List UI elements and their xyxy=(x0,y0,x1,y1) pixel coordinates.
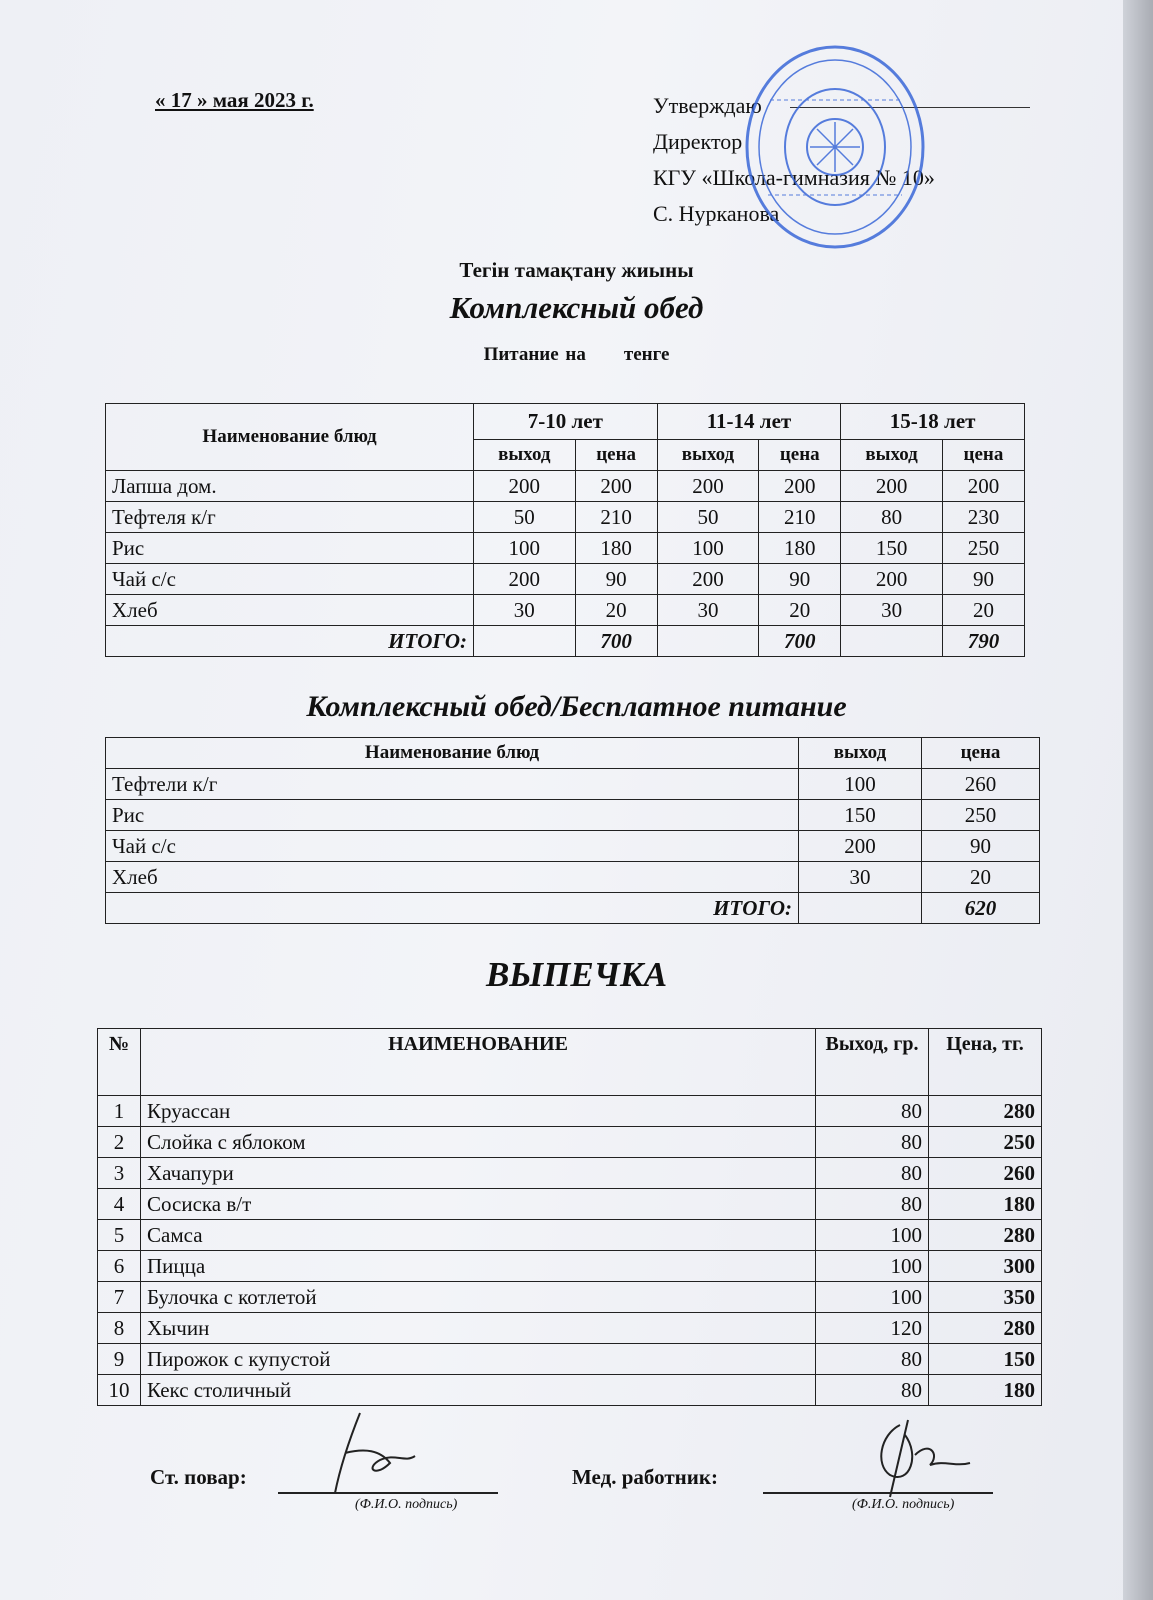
t1-price-cell: 200 xyxy=(575,471,657,502)
t2-price-cell: 20 xyxy=(922,862,1040,893)
t1-price-cell: 200 xyxy=(759,471,841,502)
t3-header-price: Цена, тг. xyxy=(929,1029,1042,1096)
approve-line-2: Директор xyxy=(653,129,743,154)
t1-out-cell: 80 xyxy=(841,502,943,533)
t1-total-2: 700 xyxy=(759,626,841,657)
t3-no-cell: 2 xyxy=(98,1127,141,1158)
t3-row xyxy=(98,1282,1042,1313)
bakery-table xyxy=(97,1028,1042,1406)
t3-item-name: Слойка с яблоком xyxy=(141,1127,816,1158)
cook-caption: (Ф.И.О. подпись) xyxy=(355,1497,458,1512)
t3-price-cell: 180 xyxy=(929,1375,1042,1406)
t3-out-cell: 100 xyxy=(816,1282,929,1313)
t2-row xyxy=(106,831,1040,862)
t1-price-cell: 250 xyxy=(942,533,1024,564)
t3-price-cell: 300 xyxy=(929,1251,1042,1282)
t3-item-name: Булочка с котлетой xyxy=(141,1282,816,1313)
t3-out-cell: 80 xyxy=(816,1375,929,1406)
t3-item-name: Хычин xyxy=(141,1313,816,1344)
t1-out-cell: 50 xyxy=(474,502,576,533)
t1-out-cell: 200 xyxy=(657,564,759,595)
t1-price-cell: 20 xyxy=(759,595,841,626)
t1-out-cell: 200 xyxy=(841,471,943,502)
t1-total-empty xyxy=(657,626,759,657)
t1-sub-price: цена xyxy=(575,439,657,470)
t1-sub-price: цена xyxy=(759,439,841,470)
t1-row xyxy=(106,595,1025,626)
t1-price-cell: 20 xyxy=(942,595,1024,626)
t2-total-row xyxy=(106,893,1040,924)
t3-header-name: НАИМЕНОВАНИЕ xyxy=(141,1029,816,1096)
t1-out-cell: 200 xyxy=(841,564,943,595)
t3-header-out: Выход, гр. xyxy=(816,1029,929,1096)
t3-row xyxy=(98,1344,1042,1375)
t3-row xyxy=(98,1096,1042,1127)
t1-out-cell: 30 xyxy=(841,595,943,626)
t1-total-1: 700 xyxy=(575,626,657,657)
t1-sub-out: выход xyxy=(841,439,943,470)
t3-item-name: Сосиска в/т xyxy=(141,1189,816,1220)
t1-out-cell: 200 xyxy=(474,564,576,595)
t1-header-age-2: 11-14 лет xyxy=(657,404,841,440)
t1-dish-name: Рис xyxy=(106,533,474,564)
free-meal-table xyxy=(105,737,1040,924)
t1-price-cell: 90 xyxy=(759,564,841,595)
t3-row xyxy=(98,1251,1042,1282)
t2-row xyxy=(106,769,1040,800)
t1-header-age-1: 7-10 лет xyxy=(474,404,658,440)
t3-out-cell: 80 xyxy=(816,1127,929,1158)
t3-price-cell: 280 xyxy=(929,1220,1042,1251)
t3-price-cell: 260 xyxy=(929,1158,1042,1189)
t1-sub-out: выход xyxy=(474,439,576,470)
t1-total-label: ИТОГО: xyxy=(106,626,474,657)
title-kazakh: Тегін тамақтану жиыны xyxy=(459,258,694,282)
document-date: « 17 » мая 2023 г. xyxy=(155,88,314,112)
t3-out-cell: 80 xyxy=(816,1158,929,1189)
t3-price-cell: 180 xyxy=(929,1189,1042,1220)
t1-dish-name: Лапша дом. xyxy=(106,471,474,502)
t1-total-empty xyxy=(474,626,576,657)
t3-row xyxy=(98,1220,1042,1251)
t3-row xyxy=(98,1313,1042,1344)
approve-line-4: С. Нурканова xyxy=(653,201,780,226)
t1-sub-out: выход xyxy=(657,439,759,470)
t3-out-cell: 100 xyxy=(816,1251,929,1282)
cook-signature xyxy=(320,1408,420,1498)
t1-out-cell: 100 xyxy=(657,533,759,564)
t1-price-cell: 200 xyxy=(942,471,1024,502)
t3-price-cell: 280 xyxy=(929,1313,1042,1344)
t3-item-name: Пирожок с купустой xyxy=(141,1344,816,1375)
t2-dish-name: Рис xyxy=(106,800,799,831)
t3-no-cell: 9 xyxy=(98,1344,141,1375)
complex-lunch-table xyxy=(105,403,1025,657)
t2-total-empty xyxy=(799,893,922,924)
subtitle-budget xyxy=(0,344,1153,366)
t3-out-cell: 80 xyxy=(816,1189,929,1220)
page-edge-shadow xyxy=(1123,0,1153,1600)
t3-row xyxy=(98,1127,1042,1158)
t2-total-value: 620 xyxy=(922,893,1040,924)
med-caption: (Ф.И.О. подпись) xyxy=(852,1497,955,1512)
t1-out-cell: 50 xyxy=(657,502,759,533)
t3-row xyxy=(98,1189,1042,1220)
t2-out-cell: 150 xyxy=(799,800,922,831)
t3-no-cell: 1 xyxy=(98,1096,141,1127)
t1-total-3: 790 xyxy=(942,626,1024,657)
t3-item-name: Пицца xyxy=(141,1251,816,1282)
t1-row xyxy=(106,471,1025,502)
t3-price-cell: 280 xyxy=(929,1096,1042,1127)
t2-header-price: цена xyxy=(922,738,1040,769)
t2-dish-name: Чай с/с xyxy=(106,831,799,862)
official-stamp-seal xyxy=(740,40,930,255)
t1-out-cell: 30 xyxy=(474,595,576,626)
approve-line-3: КГУ «Школа-гимназия № 10» xyxy=(653,165,935,190)
section-bakery-title: ВЫПЕЧКА xyxy=(485,955,668,994)
t1-dish-name: Чай с/с xyxy=(106,564,474,595)
t3-out-cell: 100 xyxy=(816,1220,929,1251)
t3-row xyxy=(98,1375,1042,1406)
t3-no-cell: 7 xyxy=(98,1282,141,1313)
t2-price-cell: 90 xyxy=(922,831,1040,862)
t3-price-cell: 150 xyxy=(929,1344,1042,1375)
t3-no-cell: 10 xyxy=(98,1375,141,1406)
t1-dish-name: Хлеб xyxy=(106,595,474,626)
t1-header-name: Наименование блюд xyxy=(106,404,474,471)
t3-no-cell: 8 xyxy=(98,1313,141,1344)
t1-out-cell: 150 xyxy=(841,533,943,564)
t3-out-cell: 80 xyxy=(816,1096,929,1127)
t1-out-cell: 100 xyxy=(474,533,576,564)
med-worker-label: Мед. работник: xyxy=(572,1465,718,1489)
t1-total-empty xyxy=(841,626,943,657)
t3-no-cell: 3 xyxy=(98,1158,141,1189)
t2-header-out: выход xyxy=(799,738,922,769)
t3-header-no: № xyxy=(98,1029,141,1096)
subtitle-left: Питание на xyxy=(483,344,586,365)
t1-row xyxy=(106,502,1025,533)
cook-label: Ст. повар: xyxy=(150,1465,247,1489)
t2-header-name: Наименование блюд xyxy=(106,738,799,769)
t1-out-cell: 200 xyxy=(657,471,759,502)
t1-header-age-3: 15-18 лет xyxy=(841,404,1025,440)
t3-out-cell: 120 xyxy=(816,1313,929,1344)
t1-out-cell: 30 xyxy=(657,595,759,626)
t1-price-cell: 230 xyxy=(942,502,1024,533)
approve-line-1: Утверждаю xyxy=(653,93,762,118)
t1-price-cell: 180 xyxy=(759,533,841,564)
t3-out-cell: 80 xyxy=(816,1344,929,1375)
t1-dish-name: Тефтеля к/г xyxy=(106,502,474,533)
subtitle-right: тенге xyxy=(623,344,670,365)
t1-price-cell: 210 xyxy=(759,502,841,533)
t3-no-cell: 6 xyxy=(98,1251,141,1282)
t1-row xyxy=(106,564,1025,595)
t1-out-cell: 200 xyxy=(474,471,576,502)
t2-out-cell: 30 xyxy=(799,862,922,893)
t2-out-cell: 100 xyxy=(799,769,922,800)
t2-out-cell: 200 xyxy=(799,831,922,862)
t1-sub-price: цена xyxy=(942,439,1024,470)
t1-total-row xyxy=(106,626,1025,657)
t3-no-cell: 5 xyxy=(98,1220,141,1251)
t1-price-cell: 210 xyxy=(575,502,657,533)
t3-row xyxy=(98,1158,1042,1189)
t1-price-cell: 90 xyxy=(942,564,1024,595)
t3-item-name: Круассан xyxy=(141,1096,816,1127)
med-signature xyxy=(860,1415,980,1500)
t3-price-cell: 350 xyxy=(929,1282,1042,1313)
t3-price-cell: 250 xyxy=(929,1127,1042,1158)
t1-price-cell: 20 xyxy=(575,595,657,626)
t1-price-cell: 90 xyxy=(575,564,657,595)
t3-item-name: Самса xyxy=(141,1220,816,1251)
t2-price-cell: 260 xyxy=(922,769,1040,800)
t3-item-name: Кекс столичный xyxy=(141,1375,816,1406)
t2-dish-name: Хлеб xyxy=(106,862,799,893)
t1-price-cell: 180 xyxy=(575,533,657,564)
t2-row xyxy=(106,800,1040,831)
t2-dish-name: Тефтели к/г xyxy=(106,769,799,800)
title-main: Комплексный обед xyxy=(449,290,704,325)
t2-total-label: ИТОГО: xyxy=(106,893,799,924)
t3-item-name: Хачапури xyxy=(141,1158,816,1189)
t2-row xyxy=(106,862,1040,893)
t1-row xyxy=(106,533,1025,564)
section-free-meal-title: Комплексный обед/Бесплатное питание xyxy=(306,690,847,723)
t2-price-cell: 250 xyxy=(922,800,1040,831)
t3-no-cell: 4 xyxy=(98,1189,141,1220)
